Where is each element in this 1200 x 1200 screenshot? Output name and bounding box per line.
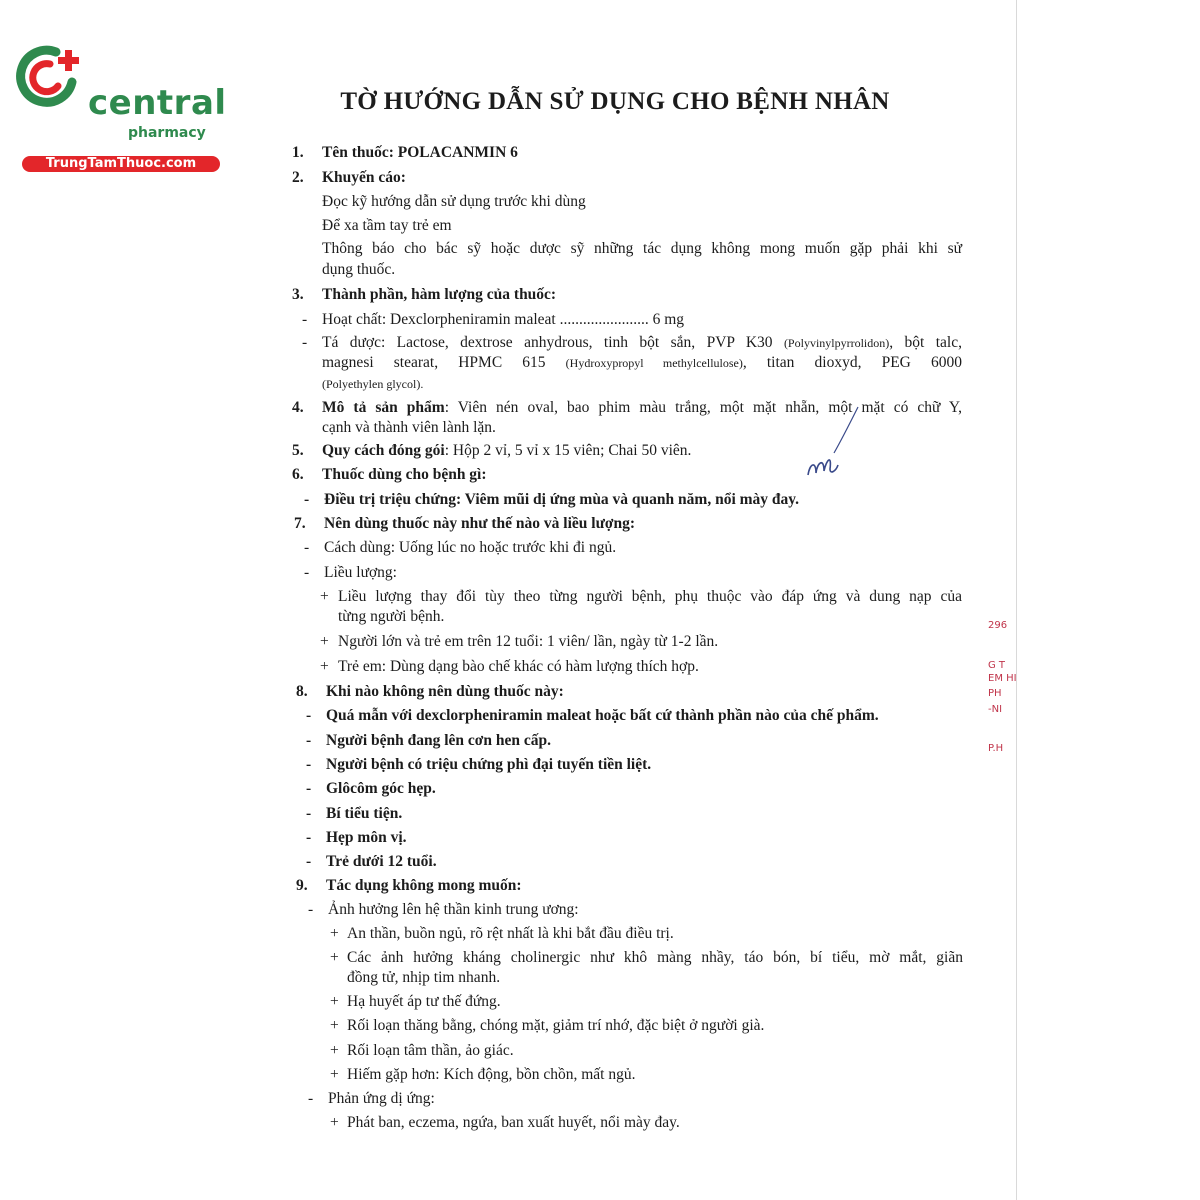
section-heading: Thuốc dùng cho bệnh gì:: [322, 466, 487, 483]
dash-marker: -: [306, 805, 312, 822]
dosage-heading: Liều lượng:: [324, 564, 397, 581]
pharmacy-emblem-icon: [10, 38, 90, 118]
side-effect: Phát ban, eczema, ngứa, ban xuất huyết, nổi mày đay.: [347, 1114, 680, 1131]
side-effect-group: Ảnh hưởng lên hệ thần kinh trung ương:: [328, 901, 579, 918]
section-number: 6.: [292, 466, 304, 483]
dash-marker: -: [302, 334, 308, 351]
warning-line: Đọc kỹ hướng dẫn sử dụng trước khi dùng: [322, 193, 586, 210]
plus-marker: +: [330, 1042, 339, 1059]
dash-marker: -: [306, 732, 312, 749]
drug-name: Tên thuốc: POLACANMIN 6: [322, 144, 518, 161]
contraindication: Bí tiểu tiện.: [326, 805, 403, 822]
central-pharmacy-logo: [10, 38, 227, 171]
dash-marker: -: [306, 829, 312, 846]
dosage-line: Trẻ em: Dùng dạng bào chế khác có hàm lượng thích hợp.: [338, 658, 699, 675]
side-effect-group: Phản ứng dị ứng:: [328, 1090, 435, 1107]
product-description: Mô tả sản phẩm: Viên nén oval, bao phim màu trắng, một mặt nhẵn, một mặt có chữ Y,: [322, 399, 962, 416]
plus-marker: +: [330, 925, 339, 942]
plus-marker: +: [330, 949, 339, 966]
section-number: 7.: [294, 515, 306, 532]
section-number: 5.: [292, 442, 304, 459]
section-heading: Khuyến cáo:: [322, 169, 406, 186]
section-heading: Nên dùng thuốc này như thế nào và liều lượng:: [324, 515, 635, 532]
side-effect: Rối loạn tâm thần, ảo giác.: [347, 1042, 514, 1059]
warning-line: dụng thuốc.: [322, 261, 396, 278]
dosage-line: Người lớn và trẻ em trên 12 tuổi: 1 viên/ lần, ngày từ 1-2 lần.: [338, 633, 719, 650]
dash-marker: -: [306, 853, 312, 870]
signature-mark: [800, 405, 870, 490]
section-number: 3.: [292, 286, 304, 303]
dash-marker: -: [306, 780, 312, 797]
usage: Cách dùng: Uống lúc no hoặc trước khi đi ngủ.: [324, 539, 617, 556]
excipient-line: Tá dược: Lactose, dextrose anhydrous, tinh bột sắn, PVP K30 (Polyvinylpyrrolidon), bột talc,: [322, 334, 962, 351]
excipient-line: magnesi stearat, HPMC 615 (Hydroxypropyl methylcellulose), titan dioxyd, PEG 6000: [322, 354, 962, 371]
section-number: 4.: [292, 399, 304, 416]
section-heading: Tác dụng không mong muốn:: [326, 877, 522, 894]
section-number: 9.: [296, 877, 308, 894]
side-effect: Hiếm gặp hơn: Kích động, bồn chồn, mất ngủ.: [347, 1066, 636, 1083]
plus-marker: +: [330, 1017, 339, 1034]
logo-website: TrungTamThuoc.com: [22, 156, 220, 172]
dosage-line: Liều lượng thay đổi tùy theo từng người bệnh, phụ thuộc vào đáp ứng và dung nạp của: [338, 588, 962, 605]
dash-marker: -: [308, 1090, 314, 1107]
page-edge: [1016, 0, 1017, 1200]
dash-marker: -: [302, 311, 308, 328]
dash-marker: -: [304, 564, 310, 581]
contraindication: Quá mẫn với dexclorpheniramin maleat hoặc bất cứ thành phần nào của chế phẩm.: [326, 707, 879, 724]
contraindication: Người bệnh đang lên cơn hen cấp.: [326, 732, 551, 749]
dosage-line: từng người bệnh.: [338, 608, 445, 625]
indication: Điều trị triệu chứng: Viêm mũi dị ứng mùa và quanh năm, nổi mày đay.: [324, 491, 800, 508]
plus-marker: +: [330, 993, 339, 1010]
packaging: Quy cách đóng gói: Hộp 2 vỉ, 5 vỉ x 15 viên; Chai 50 viên.: [322, 442, 692, 459]
side-effect: Hạ huyết áp tư thế đứng.: [347, 993, 501, 1010]
dash-marker: -: [304, 491, 310, 508]
active-ingredient: Hoạt chất: Dexclorpheniramin maleat ....................... 6 mg: [322, 311, 685, 328]
plus-marker: +: [320, 658, 329, 675]
logo-brand-text: central: [88, 83, 227, 123]
excipient-line: (Polyethylen glycol).: [322, 377, 424, 391]
warning-line: Để xa tầm tay trẻ em: [322, 217, 452, 234]
contraindication: Glôcôm góc hẹp.: [326, 780, 436, 797]
contraindication: Hẹp môn vị.: [326, 829, 407, 846]
section-number: 1.: [292, 144, 304, 161]
logo-sub-text: pharmacy: [128, 125, 206, 141]
product-description: cạnh và thành viên lành lặn.: [322, 419, 496, 436]
side-effect: đồng tử, nhịp tim nhanh.: [347, 969, 501, 986]
section-number: 8.: [296, 683, 308, 700]
document-title: TỜ HƯỚNG DẪN SỬ DỤNG CHO BỆNH NHÂN: [340, 88, 890, 115]
side-effect: Các ảnh hưởng kháng cholinergic như khô màng nhầy, táo bón, bí tiểu, mờ mắt, giãn: [347, 949, 963, 966]
plus-marker: +: [320, 633, 329, 650]
contraindication: Người bệnh có triệu chứng phì đại tuyến tiền liệt.: [326, 756, 652, 773]
section-heading: Khi nào không nên dùng thuốc này:: [326, 683, 564, 700]
dash-marker: -: [308, 901, 314, 918]
side-effect: An thần, buồn ngủ, rõ rệt nhất là khi bắt đầu điều trị.: [347, 925, 674, 942]
plus-marker: +: [320, 588, 329, 605]
section-number: 2.: [292, 169, 304, 186]
side-effect: Rối loạn thăng bằng, chóng mặt, giảm trí nhớ, đặc biệt ở người già.: [347, 1017, 765, 1034]
plus-marker: +: [330, 1066, 339, 1083]
warning-line: Thông báo cho bác sỹ hoặc dược sỹ những tác dụng không mong muốn gặp phải khi sử: [322, 240, 962, 257]
contraindication: Trẻ dưới 12 tuổi.: [326, 853, 437, 870]
dash-marker: -: [304, 539, 310, 556]
section-heading: Thành phần, hàm lượng của thuốc:: [322, 286, 557, 303]
dash-marker: -: [306, 707, 312, 724]
plus-marker: +: [330, 1114, 339, 1131]
dash-marker: -: [306, 756, 312, 773]
